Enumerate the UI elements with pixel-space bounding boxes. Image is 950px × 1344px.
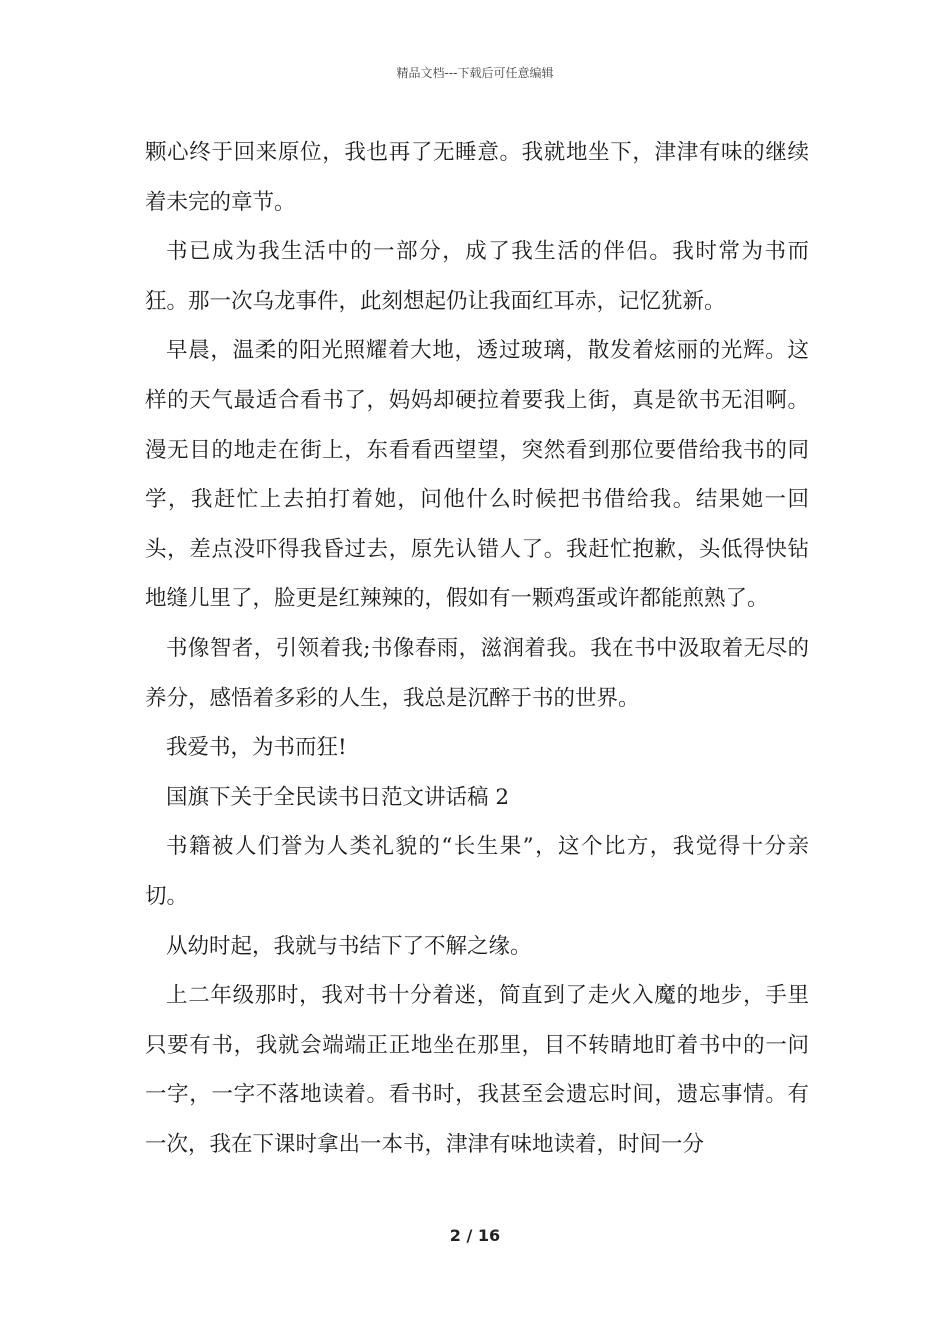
paragraph: 上二年级那时，我对书十分着迷，简直到了走火入魔的地步，手里只要有书，我就会端端正正地坐在那里，目不转睛地盯着书中的一问一字，一字不落地读着。看书时，我甚至会遗忘时间，遗忘事情。有一次，我在下课时拿出一本书，津津有味地读着，时间一分 (145, 983, 809, 1157)
section-heading: 国旗下关于全民读书日范文讲话稿 2 (166, 784, 510, 810)
paragraph: 颗心终于回来原位，我也再了无睡意。我就地坐下，津津有味的继续着未完的章节。 (145, 140, 809, 215)
page-number: 2 / 16 (449, 1226, 501, 1245)
paragraph: 书籍被人们誉为人类礼貌的“长生果”，这个比方，我觉得十分亲切。 (145, 834, 809, 909)
paragraph: 书像智者，引领着我;书像春雨，滋润着我。我在书中汲取着无尽的养分，感悟着多彩的人生，我总是沉醉于书的世界。 (145, 635, 809, 711)
page-header: 精品文档---下载后可任意编辑 (396, 66, 554, 80)
paragraph: 书已成为我生活中的一部分，成了我生活的伴侣。我时常为书而狂。那一次乌龙事件，此刻想起仍让我面红耳赤，记忆犹新。 (145, 239, 809, 314)
paragraph: 我爱书，为书而狂! (166, 735, 347, 761)
paragraph: 早晨，温柔的阳光照耀着大地，透过玻璃，散发着炫丽的光辉。这样的天气最适合看书了，妈妈却硬拉着要我上街，真是欲书无泪啊。漫无目的地走在街上，东看看西望望，突然看到那位要借给我书的同学，我赶忙上去拍打着她，问他什么时候把书借给我。结果她一回头，差点没吓得我昏过去，原先认错人了。我赶忙抱歉，头低得快钻地缝儿里了，脸更是红辣辣的，假如有一颗鸡蛋或许都能煎熟了。 (145, 338, 809, 612)
paragraph: 从幼时起，我就与书结下了不解之缘。 (166, 933, 532, 959)
body-text (145, 128, 809, 1169)
